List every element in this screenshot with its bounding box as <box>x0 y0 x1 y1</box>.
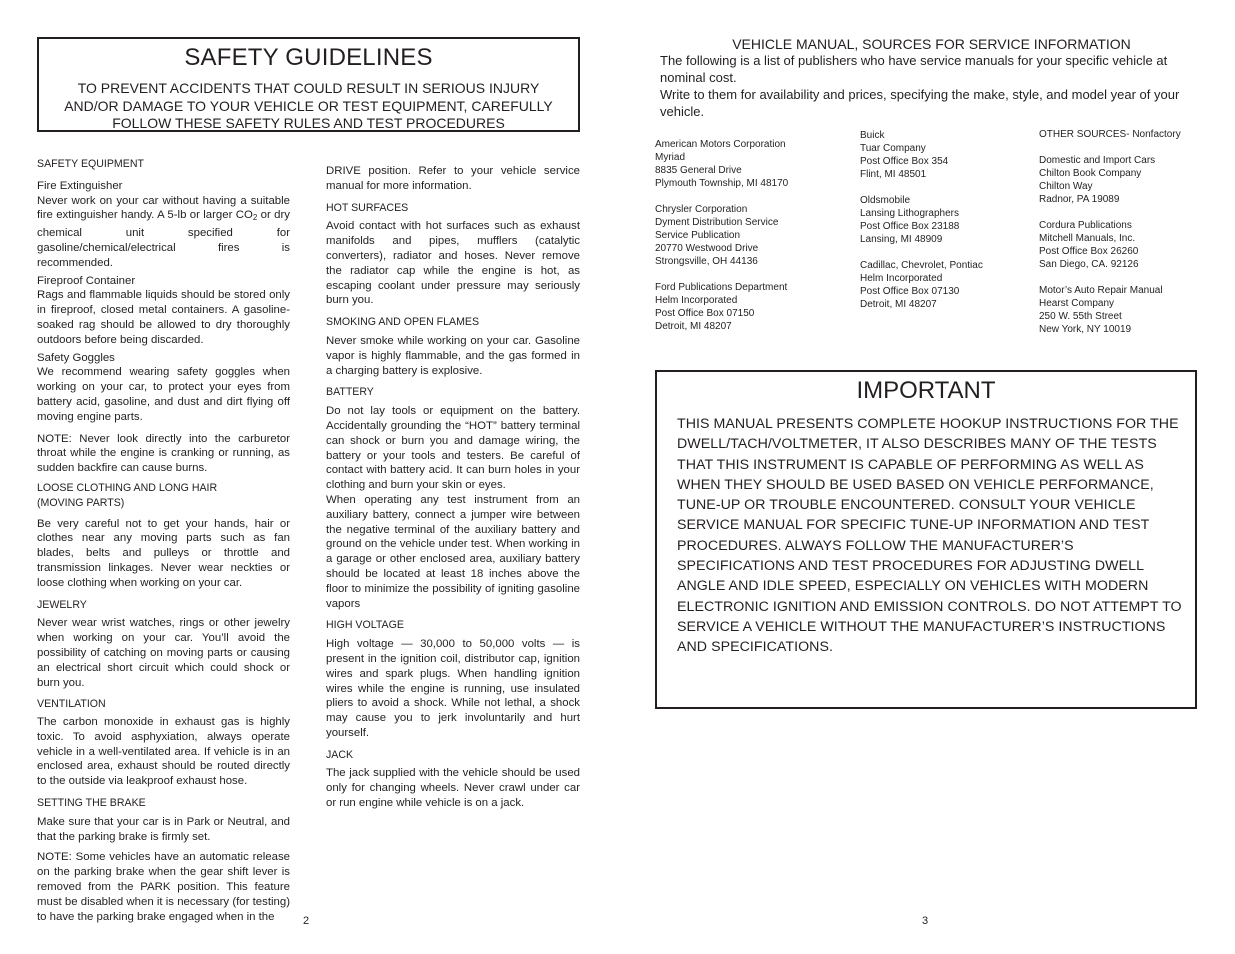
page-number-right: 3 <box>922 915 929 927</box>
address-block <box>860 194 1035 246</box>
address-line: Chrysler Corporation <box>655 204 748 215</box>
text-safety-goggles: We recommend wearing safety goggles when working on your car, to protect your eyes from battery acid, gasoline, and dust and dirt flying off moving engine parts. <box>37 366 290 423</box>
title-fire-extinguisher: Fire Extinguisher <box>37 179 123 192</box>
address-line: Detroit, MI 48207 <box>655 321 732 332</box>
address-line: Helm Incorporated <box>655 295 738 306</box>
heading-moving-parts: (MOVING PARTS) <box>37 496 125 509</box>
address-line: Lansing Lithographers <box>860 208 959 219</box>
text-loose-clothing: Be very careful not to get your hands, hair or clothes near any moving parts such as fan blades, belts and pulleys or throttle and transmission linkages. Never wear neckties or loose clothing when working on your car. <box>37 517 290 589</box>
text-battery-1: Do not lay tools or equipment on the battery. Accidentally grounding the “HOT” battery terminal can shock or burn you and damage wiring, the battery or your tools and testers. Be careful of contact with battery acid. It can burn holes in your clothing and burn your skin or eyes. <box>326 405 580 492</box>
address-line: Post Office Box 07150 <box>655 308 755 319</box>
heading-hot-surfaces: HOT SURFACES <box>326 201 409 214</box>
safety-guidelines-box <box>37 37 580 132</box>
address-line: Lansing, MI 48909 <box>860 234 943 245</box>
address-line: Cadillac, Chevrolet, Pontiac <box>860 260 983 271</box>
important-box <box>655 370 1197 709</box>
address-line: Post Office Box 26260 <box>1039 246 1139 257</box>
address-line: Oldsmobile <box>860 195 911 206</box>
heading-loose-clothing: LOOSE CLOTHING AND LONG HAIR <box>37 481 218 494</box>
address-line: Tuar Company <box>860 143 926 154</box>
address-line: 8835 General Drive <box>655 165 742 176</box>
text-battery-2: When operating any test instrument from an auxiliary battery, connect a jumper wire between the negative terminal of the auxiliary battery and ground on the vehicle under test. When working in a garage or other enclosed area, auxiliary battery should be located at least 18 inches above the floor to minimize the possibility of igniting gasoline vapors <box>326 493 580 610</box>
address-line: OTHER SOURCES- Nonfactory <box>1039 129 1181 140</box>
address-line: Hearst Company <box>1039 298 1115 309</box>
text-drive-position: DRIVE position. Refer to your vehicle service manual for more information. <box>326 165 580 192</box>
important-title: IMPORTANT <box>856 377 996 404</box>
address-line: Myriad <box>655 152 686 163</box>
address-line: Cordura Publications <box>1039 220 1132 231</box>
intro-paragraph-1: The following is a list of publishers who have service manuals for your specific vehicle at nominal cost. <box>660 53 1168 85</box>
heading-safety-equipment: SAFETY EQUIPMENT <box>37 158 144 170</box>
address-line: Post Office Box 23188 <box>860 221 960 232</box>
title-fireproof-container: Fireproof Container <box>37 274 136 287</box>
address-line: Radnor, PA 19089 <box>1039 194 1120 205</box>
note-carburetor: NOTE: Never look directly into the carburetor throat while the engine is cranking or running, as sudden backfire can cause burns. <box>37 432 290 475</box>
intro-paragraph-2: Write to them for availability and prices, specifying the make, style, and model year of your vehicle. <box>660 87 1180 119</box>
address-block <box>655 138 835 190</box>
note-parking-brake: NOTE: Some vehicles have an automatic release on the parking brake when the gear shift lever is removed from the PARK position. This feature must be disabled when it is necessary (for testing) to have the parking brake engaged when in the <box>37 851 290 923</box>
page-number-left: 2 <box>303 915 310 927</box>
text-fire-extinguisher <box>37 194 290 271</box>
text-fire-ext-b: or dry chemical unit specified for gasoline/chemical/electrical fires is recommended. <box>37 209 291 269</box>
address-line: Flint, MI 48501 <box>860 169 927 180</box>
vehicle-manual-intro <box>660 52 1200 120</box>
address-line: Service Publication <box>655 230 741 241</box>
addresses-column-3 <box>1039 128 1209 349</box>
text-setting-the-brake: Make sure that your car is in Park or Neutral, and that the parking brake is firmly set. <box>37 815 290 843</box>
address-block <box>655 203 835 268</box>
heading-smoking: SMOKING AND OPEN FLAMES <box>326 316 480 329</box>
address-line: Post Office Box 354 <box>860 156 949 167</box>
text-hot-surfaces: Avoid contact with hot surfaces such as exhaust manifolds and pipes, mufflers (catalytic converters), radiator and hoses. Never remove the radiator cap while the engine is hot, as escaping coolant under pressure may seriously burn you. <box>326 220 580 307</box>
left-column-1 <box>37 157 290 924</box>
text-fireproof-container: Rags and flammable liquids should be stored only in fireproof, closed metal containers. A gasoline-soaked rag should be allowed to dry thoroughly outdoors before being discarded. <box>37 289 290 346</box>
address-line: Helm Incorporated <box>860 273 943 284</box>
address-line: Buick <box>860 130 885 141</box>
left-column-2 <box>326 164 580 811</box>
address-line: Mitchell Manuals, Inc. <box>1039 233 1136 244</box>
address-block <box>1039 128 1209 141</box>
address-line: 250 W. 55th Street <box>1039 311 1122 322</box>
title-safety-goggles: Safety Goggles <box>37 351 115 364</box>
co2-subscript: 2 <box>252 213 258 223</box>
address-line: Post Office Box 07130 <box>860 286 960 297</box>
address-line: Ford Publications Department <box>655 282 788 293</box>
address-line: Plymouth Township, MI 48170 <box>655 178 789 189</box>
text-jewelry: Never wear wrist watches, rings or other jewelry when working on your car. You’ll avoid the possibility of catching on moving parts or causing an electrical short circuit which could shock or burn you. <box>37 617 290 689</box>
address-line: Chilton Way <box>1039 181 1093 192</box>
address-line: Domestic and Import Cars <box>1039 155 1156 166</box>
text-smoking: Never smoke while working on your car. Gasoline vapor is highly flammable, and the gas formed in a charging battery is explosive. <box>326 334 580 377</box>
address-block <box>1039 219 1209 271</box>
address-block <box>1039 284 1209 336</box>
heading-setting-the-brake: SETTING THE BRAKE <box>37 797 146 810</box>
address-line: Motor’s Auto Repair Manual <box>1039 285 1163 296</box>
address-line: American Motors Corporation <box>655 139 786 150</box>
address-block <box>655 281 835 333</box>
safety-guidelines-title: SAFETY GUIDELINES <box>184 44 433 71</box>
address-block <box>1039 154 1209 206</box>
address-line: Strongsville, OH 44136 <box>655 256 758 267</box>
text-high-voltage: High voltage — 30,000 to 50,000 volts — is present in the ignition coil, distributor cap, ignition wires and spark plugs. When handling ignition wires while the engine is running, use insulated pliers to avoid a shock. While not lethal, a shock may cause you to jerk involuntarily and hurt yourself. <box>326 638 580 739</box>
address-line: San Diego, CA. 92126 <box>1039 259 1139 270</box>
heading-jewelry: JEWELRY <box>37 598 87 611</box>
address-line: Dyment Distribution Service <box>655 217 779 228</box>
addresses-column-1 <box>655 138 835 346</box>
vehicle-manual-title: VEHICLE MANUAL, SOURCES FOR SERVICE INFORMATION <box>732 36 1131 52</box>
heading-jack: JACK <box>326 748 354 761</box>
safety-guidelines-subtitle: TO PREVENT ACCIDENTS THAT COULD RESULT IN SERIOUS INJURY AND/OR DAMAGE TO YOUR VEHICLE OR TEST EQUIPMENT, CAREFULLY FOLLOW THESE SAFETY RULES AND TEST PROCEDURES <box>64 80 553 131</box>
address-line: Detroit, MI 48207 <box>860 299 937 310</box>
address-block <box>860 259 1035 311</box>
important-text: THIS MANUAL PRESENTS COMPLETE HOOKUP INSTRUCTIONS FOR THE DWELL/TACH/VOLTMETER, IT ALSO DESCRIBES MANY OF THE TESTS THAT THIS INSTRUMENT IS CAPABLE OF PERFORMING AS WELL AS WHEN THEY SHOULD BE USED BASED ON VEHICLE PERFORMANCE, TUNE-UP OR TROUBLE ENCOUNTERED. CONSULT YOUR VEHICLE SERVICE MANUAL FOR SPECIFIC TUNE-UP INFORMATION AND TEST PROCEDURES. ALWAYS FOLLOW THE MANUFACTURER’S SPECIFICATIONS AND TEST PROCEDURES FOR ADJUSTING DWELL ANGLE AND IDLE SPEED, ESPECIALLY ON VEHICLES WITH MODERN ELECTRONIC IGNITION AND EMISSION CONTROLS. DO NOT ATTEMPT TO SERVICE A VEHICLE WITHOUT THE MANUFACTURER’S INSTRUCTIONS AND SPECIFICATIONS. <box>677 416 1182 656</box>
address-line: 20770 Westwood Drive <box>655 243 759 254</box>
heading-high-voltage: HIGH VOLTAGE <box>326 619 404 632</box>
heading-battery: BATTERY <box>326 386 374 399</box>
text-jack: The jack supplied with the vehicle should be used only for changing wheels. Never crawl under car or run engine while vehicle is on a jack. <box>326 767 580 810</box>
address-block <box>860 129 1035 181</box>
heading-ventilation: VENTILATION <box>37 698 106 711</box>
address-line: New York, NY 10019 <box>1039 324 1132 335</box>
text-ventilation: The carbon monoxide in exhaust gas is highly toxic. To avoid asphyxiation, always operate vehicle in a well-ventilated area. If vehicle is in an enclosed area, exhaust should be routed directly to the outside via leakproof exhaust hose. <box>37 716 290 788</box>
addresses-column-2 <box>860 129 1035 324</box>
text-fire-ext-a: Never work on your car without having a suitable fire extinguisher handy. A 5-lb or larger CO <box>37 194 290 222</box>
address-line: Chilton Book Company <box>1039 168 1142 179</box>
